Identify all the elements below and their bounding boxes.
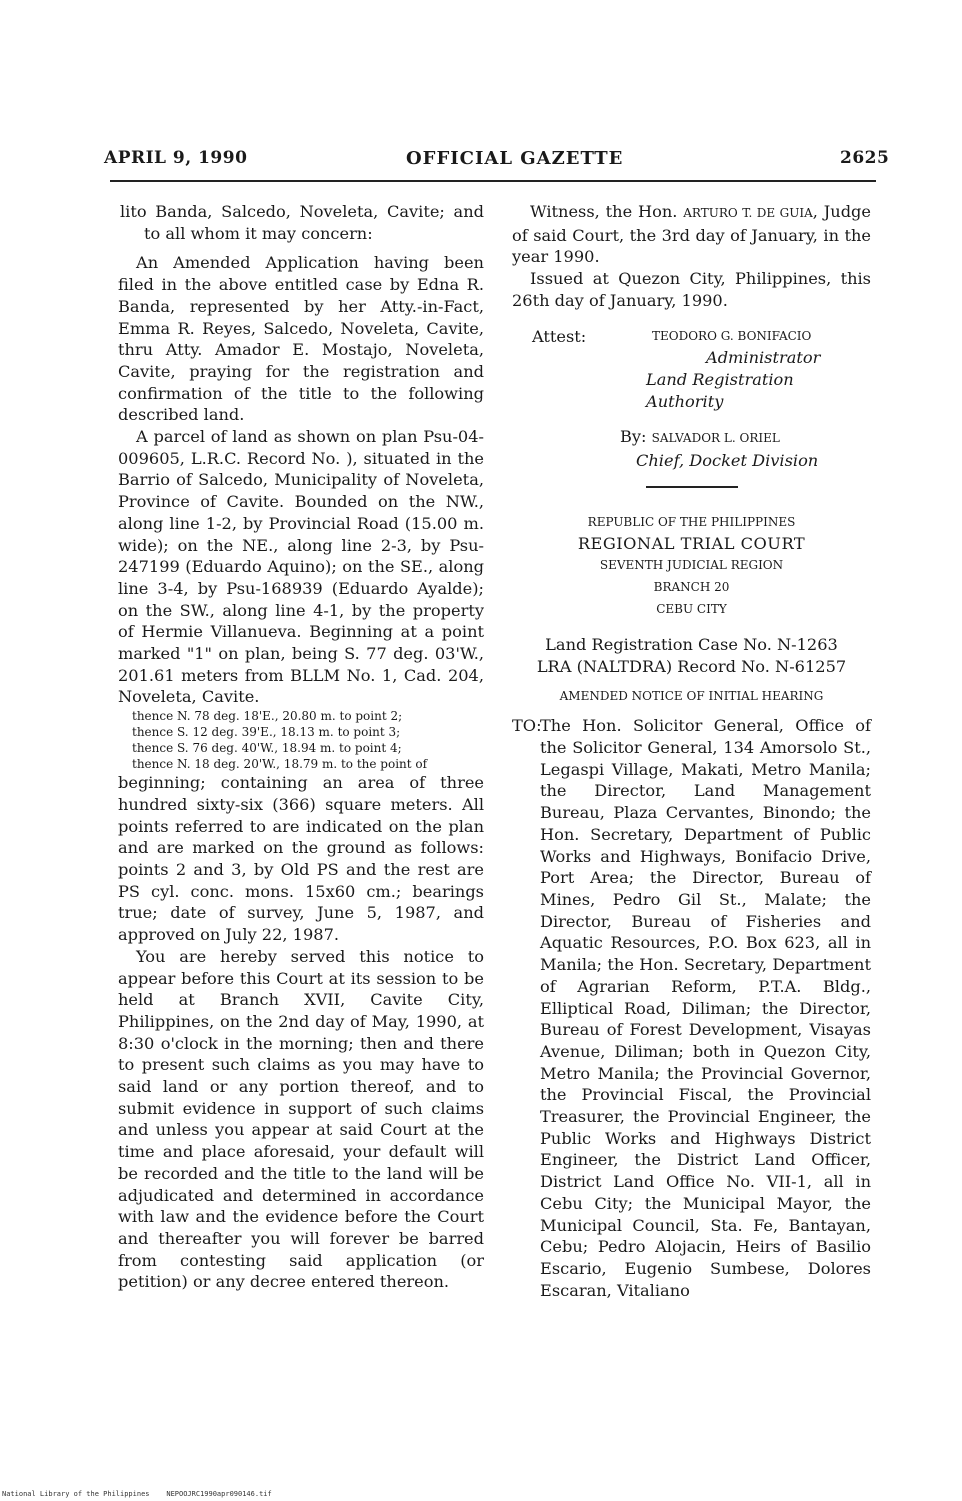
record-number: LRA (NALTDRA) Record No. N-61257 bbox=[536, 656, 847, 676]
administrator-title: Administrator bbox=[706, 348, 821, 368]
application-paragraph: An Amended Application having been filed in the above entitled case by Edna R. Banda, represented by her Atty.-in-Fact, Emma R. Reyes, Salcedo, Noveleta, Cavite, thru Atty. Amador E. Mostajo, Noveleta, Cavite, praying for the registration and confirmation of the title to the following described land. bbox=[118, 253, 484, 425]
signatory-block: By: SALVADOR L. ORIEL Chief, Docket Division bbox=[512, 426, 871, 471]
attest-label: Attest: bbox=[532, 326, 587, 346]
branch-heading: BRANCH 20 bbox=[653, 579, 730, 594]
header-rule bbox=[110, 180, 876, 182]
addressee-continuation: lito Banda, Salcedo, Noveleta, Cavite; and to all whom it may concern: bbox=[120, 202, 484, 243]
bearing-line-4: thence N. 18 deg. 20'W., 18.79 m. to the point of bbox=[132, 757, 428, 772]
header-publication-title: OFFICIAL GAZETTE bbox=[406, 148, 624, 169]
section-divider bbox=[646, 486, 738, 488]
scan-footer: National Library of the Philippines NEPOOJRC1990apr090146.tif bbox=[2, 1490, 272, 1498]
header-page-number: 2625 bbox=[840, 148, 890, 168]
right-column bbox=[512, 201, 871, 1301]
left-column bbox=[118, 201, 484, 1293]
issued-paragraph: Issued at Quezon City, Philippines, this 26th day of January, 1990. bbox=[512, 269, 871, 310]
city-heading: CEBU CITY bbox=[656, 601, 727, 616]
bearing-line-1: thence N. 78 deg. 18'E., 20.80 m. to point 2; bbox=[132, 709, 403, 724]
region-heading: SEVENTH JUDICIAL REGION bbox=[599, 558, 784, 573]
authority-name: Land Registration Authority bbox=[646, 369, 794, 411]
addressees-list: The Hon. Solicitor General, Office of the Solicitor General, 134 Amorsolo St., Legaspi Village, Makati, Metro Manila; the Director, Land Management Bureau, Plaza Cervantes, Binondo; the Hon. Secretary, Department of Public Works and Highways, Bonifacio Drive, Port Area; the Director, Bureau of Mines, Pedro Gil St., Malate; the Director, Bureau of Fisheries and Aquatic Resources, P.O. Box 623, all in Manila; the Hon. Secretary, Department of Agrarian Reform, P.T.A. Bldg., Elliptical Road, Diliman; the Director, Bureau of Forest Development, Visayas Avenue, Diliman; both in Quezon City, Metro Manila; the Provincial Governor, the Provincial Fiscal, the Provincial Treasurer, the Provincial Engineer, the Public Works and Highways District Engineer, the District Land Officer, District Land Office No. VII-1, all in Cebu City; the Municipal Mayor, the Municipal Council, Sta. Fe, Bantayan, Cebu; Pedro Alojacin, Heirs of Basilio Escario, Eugenio Sumbese, Dolores Escaran, Vitaliano bbox=[540, 716, 871, 1300]
bearing-line-3: thence S. 76 deg. 40'W., 18.94 m. to point 4; bbox=[132, 741, 402, 756]
case-number: Land Registration Case No. N-1263 bbox=[545, 635, 838, 655]
addressees-block bbox=[512, 715, 871, 1301]
attestation-block bbox=[512, 326, 871, 413]
header-date: APRIL 9, 1990 bbox=[104, 148, 248, 168]
signatory-title: Chief, Docket Division bbox=[636, 451, 819, 471]
to-label: TO: bbox=[512, 716, 542, 736]
republic-heading: REPUBLIC OF THE PHILIPPINES bbox=[587, 514, 796, 529]
witness-paragraph: Witness, the Hon. ARTURO T. DE GUIA, Judge of said Court, the 3rd day of January, in the year 1990. bbox=[512, 202, 871, 267]
notice-paragraph: You are hereby served this notice to appear before this Court at its session to be held at Branch XVII, Cavite City, Philippines, on the 2nd day of May, 1990, at 8:30 o'clock in the morning; then and there to present such claims as you may have to said land or any portion thereof, and to submit evidence in support of such claims and unless you appear at said Court at the time and place aforesaid, your default will be recorded and the title to the land will be adjudicated and determined in accordance with law and the evidence before the Court and thereafter you will forever be barred from contesting said application (or petition) or any decree entered thereon. bbox=[118, 946, 484, 1292]
signatory-name: SALVADOR L. ORIEL bbox=[651, 431, 780, 446]
land-description-paragraph: A parcel of land as shown on plan Psu-04-009605, L.R.C. Record No. ), situated in the Barrio of Salcedo, Municipality of Noveleta, Province of Cavite. Bounded on the NW., along line 1-2, by Provincial Road (15.00 m. wide); on the NE., along line 2-3, by Psu-247199 (Eduardo Aquino); on the SE., along line 3-4, by Psu-168939 (Eduardo Ayalde); on the SW., along line 4-1, by the property of Hermie Villanueva. Beginning at a point marked "1" on plan, being S. 77 deg. 03'W., 201.61 meters from BLLM No. 1, Cad. 204, Noveleta, Cavite. bbox=[118, 427, 484, 707]
judge-name: ARTURO T. DE GUIA bbox=[683, 206, 813, 220]
notice-title: AMENDED NOTICE OF INITIAL HEARING bbox=[559, 688, 824, 703]
court-heading: REGIONAL TRIAL COURT bbox=[577, 534, 806, 554]
bearing-line-2: thence S. 12 deg. 39'E., 18.13 m. to point 3; bbox=[132, 725, 401, 740]
administrator-name: TEODORO G. BONIFACIO bbox=[652, 328, 812, 343]
area-paragraph: beginning; containing an area of three hundred sixty-six (366) square meters. All points referred to are indicated on the plan and are marked on the ground as follows: points 2 and 3, by Old PS and the rest are PS cyl. conc. mons. 15x60 cm.; bearings true; date of survey, June 5, 1987, and approved on July 22, 1987. bbox=[118, 773, 484, 945]
